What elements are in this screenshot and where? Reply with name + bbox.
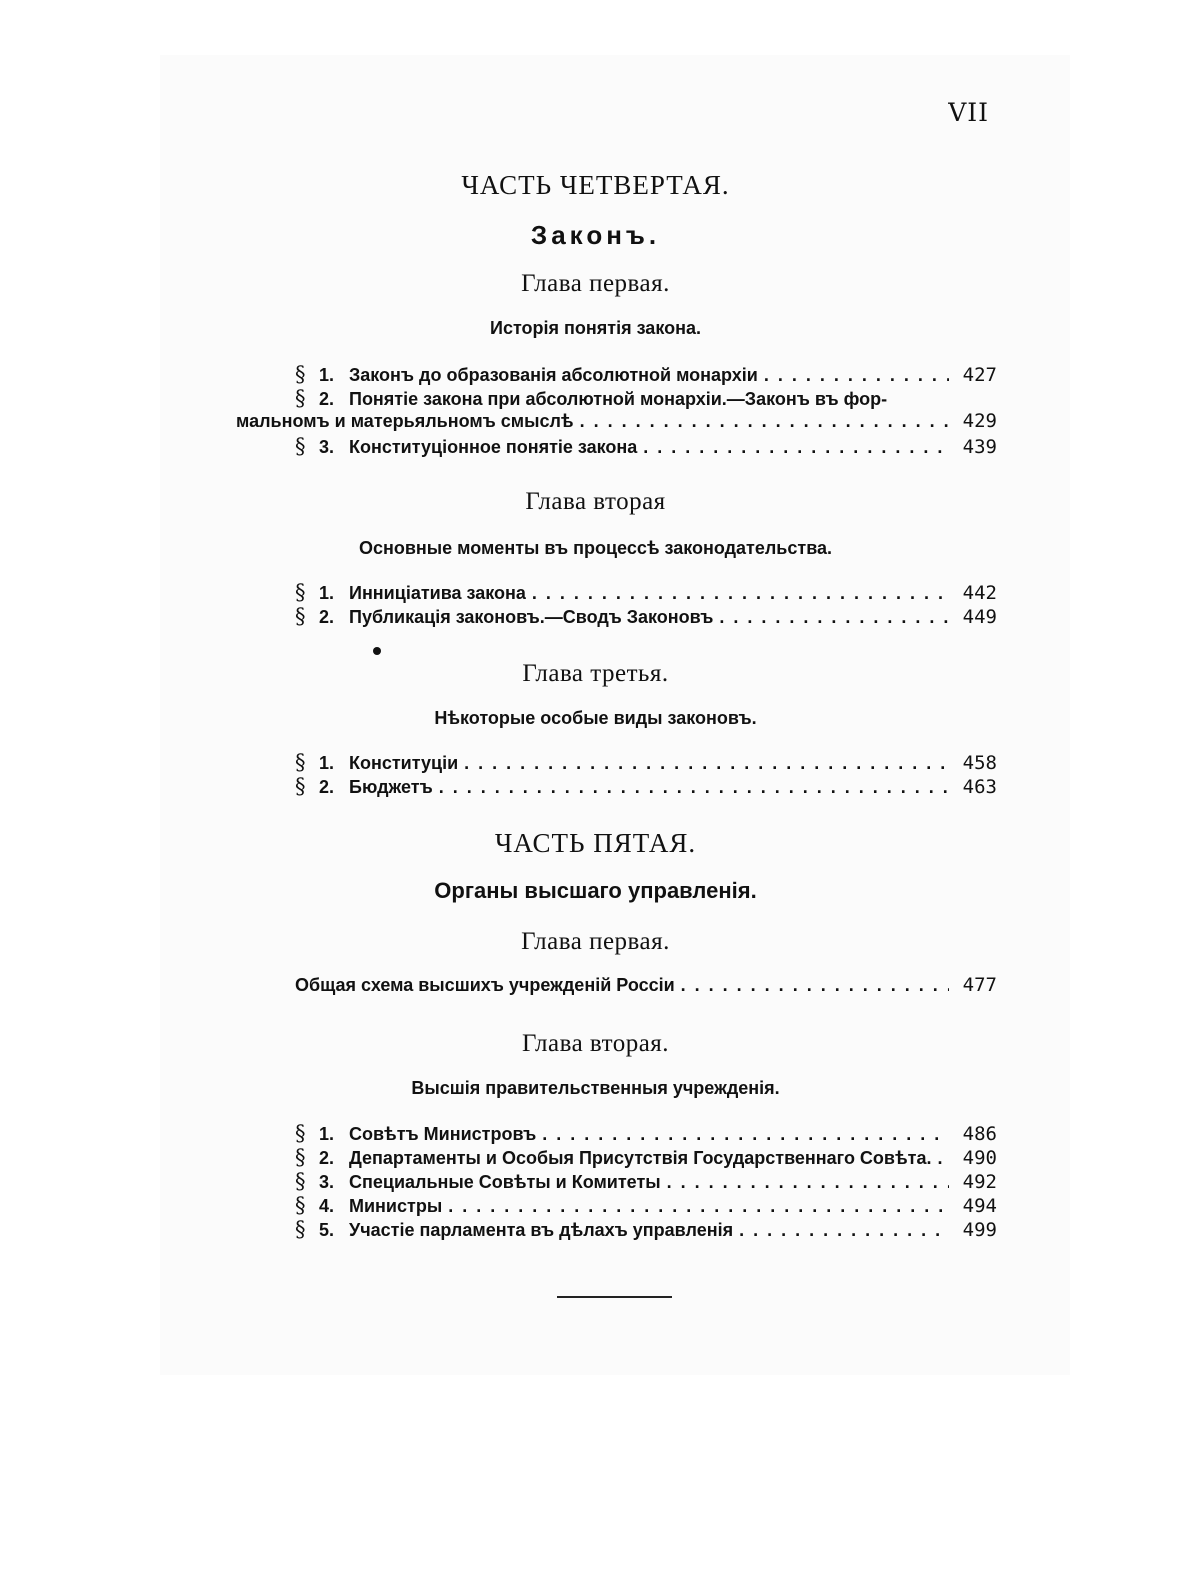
part5-title: Органы высшаго управленія. (434, 878, 757, 903)
entry-number: 5. (319, 1220, 335, 1240)
toc-entry[interactable] (295, 974, 997, 1000)
section-sign: § (295, 1145, 306, 1169)
leader-dots (458, 753, 949, 774)
leader-dots (758, 365, 949, 386)
entry-number: 1. (319, 583, 335, 603)
section-sign: § (295, 434, 306, 458)
toc-entry[interactable] (295, 434, 997, 460)
entry-title-continued: мальномъ и матерьяльномъ смыслѣ (236, 411, 574, 431)
entry-page: 477 (962, 974, 997, 996)
leader-dots (637, 437, 949, 458)
part4-heading: ЧАСТЬ ЧЕТВЕРТАЯ. (461, 170, 730, 200)
entry-title: Совѣтъ Министровъ (349, 1124, 537, 1144)
part4-ch2-subtitle: Основные моменты въ процессѣ законодательства. (358, 538, 833, 558)
leader-dots (675, 975, 949, 996)
entry-number: 4. (319, 1196, 335, 1216)
leader-dots (442, 1196, 949, 1217)
entry-title: Департаменты и Особыя Присутствія Государственнаго Совѣта. (349, 1148, 932, 1168)
part4-ch3-subtitle: Нѣкоторые особые виды законовъ. (434, 708, 757, 728)
toc-entry[interactable] (295, 386, 997, 412)
part4-ch1-subtitle: Исторія понятія закона. (490, 318, 701, 338)
closing-rule (557, 1296, 672, 1298)
page-number: VII (948, 98, 989, 127)
entry-page: 442 (962, 582, 997, 604)
entry-number: 1. (319, 365, 335, 385)
toc-entry-continuation[interactable] (236, 410, 997, 436)
toc-entry[interactable] (295, 1145, 997, 1171)
section-sign: § (295, 1121, 306, 1145)
entry-number: 2. (319, 777, 335, 797)
section-sign: § (295, 580, 306, 604)
entry-page: 439 (962, 436, 997, 458)
entry-title: Публикація законовъ.—Сводъ Законовъ (349, 607, 714, 627)
entry-number: 3. (319, 1172, 335, 1192)
part4-ch1-heading: Глава первая. (521, 270, 670, 297)
leader-dots (931, 1148, 949, 1169)
toc-entry[interactable] (295, 1193, 997, 1219)
part4-title: Законъ. (530, 220, 661, 250)
toc-entry[interactable] (295, 604, 997, 630)
entry-title: Понятіе закона при абсолютной монархіи.—Законъ въ фор- (349, 389, 888, 409)
entry-page: 427 (962, 364, 997, 386)
toc-entry[interactable] (295, 774, 997, 800)
toc-entry[interactable] (295, 362, 997, 388)
part4-ch3-heading: Глава третья. (522, 660, 669, 687)
entry-page: 490 (962, 1147, 997, 1169)
entry-title: Законъ до образованія абсолютной монархіи (349, 365, 758, 385)
section-sign: § (295, 1169, 306, 1193)
entry-number: 3. (319, 437, 335, 457)
part5-ch2-subtitle: Высшія правительственныя учрежденія. (411, 1078, 780, 1098)
leader-dots (433, 777, 949, 798)
toc-entry[interactable] (295, 750, 997, 776)
entry-title: Конституціи (349, 753, 459, 773)
entry-page: 449 (962, 606, 997, 628)
section-sign: § (295, 1193, 306, 1217)
entry-title: Инниціатива закона (349, 583, 526, 603)
part5-ch2-heading: Глава вторая. (521, 1030, 670, 1057)
entry-number: 2. (319, 607, 335, 627)
leader-dots (733, 1220, 949, 1241)
entry-title: Конституціонное понятіе закона (349, 437, 638, 457)
entry-page: 492 (962, 1171, 997, 1193)
section-sign: § (295, 774, 306, 798)
entry-page: 486 (962, 1123, 997, 1145)
entry-number: 1. (319, 753, 335, 773)
entry-page: 429 (962, 410, 997, 432)
section-sign: § (295, 750, 306, 774)
leader-dots (574, 411, 949, 432)
entry-title: Общая схема высшихъ учрежденій Россіи (295, 975, 675, 995)
entry-title: Специальные Совѣты и Комитеты (349, 1172, 661, 1192)
entry-page: 458 (962, 752, 997, 774)
leader-dots (536, 1124, 949, 1145)
section-sign: § (295, 604, 306, 628)
section-sign: § (295, 386, 306, 410)
entry-number: 1. (319, 1124, 335, 1144)
entry-page: 494 (962, 1195, 997, 1217)
section-sign: § (295, 1217, 306, 1241)
part5-heading: ЧАСТЬ ПЯТАЯ. (494, 828, 697, 858)
part4-ch2-heading: Глава вторая (525, 488, 666, 515)
toc-entry[interactable] (295, 1169, 997, 1195)
section-sign: § (295, 362, 306, 386)
entry-page: 463 (962, 776, 997, 798)
toc-entry[interactable] (295, 580, 997, 606)
part5-ch1-heading: Глава первая. (521, 928, 670, 955)
entry-title: Министры (349, 1196, 443, 1216)
entry-title: Участіе парламента въ дѣлахъ управленія (349, 1220, 734, 1240)
toc-entry[interactable] (295, 1217, 997, 1243)
entry-number: 2. (319, 389, 335, 409)
leader-dots (526, 583, 949, 604)
entry-page: 499 (962, 1219, 997, 1241)
entry-number: 2. (319, 1148, 335, 1168)
ink-dot (373, 647, 381, 655)
entry-title: Бюджетъ (349, 777, 433, 797)
toc-entry[interactable] (295, 1121, 997, 1147)
leader-dots (713, 607, 949, 628)
leader-dots (661, 1172, 949, 1193)
